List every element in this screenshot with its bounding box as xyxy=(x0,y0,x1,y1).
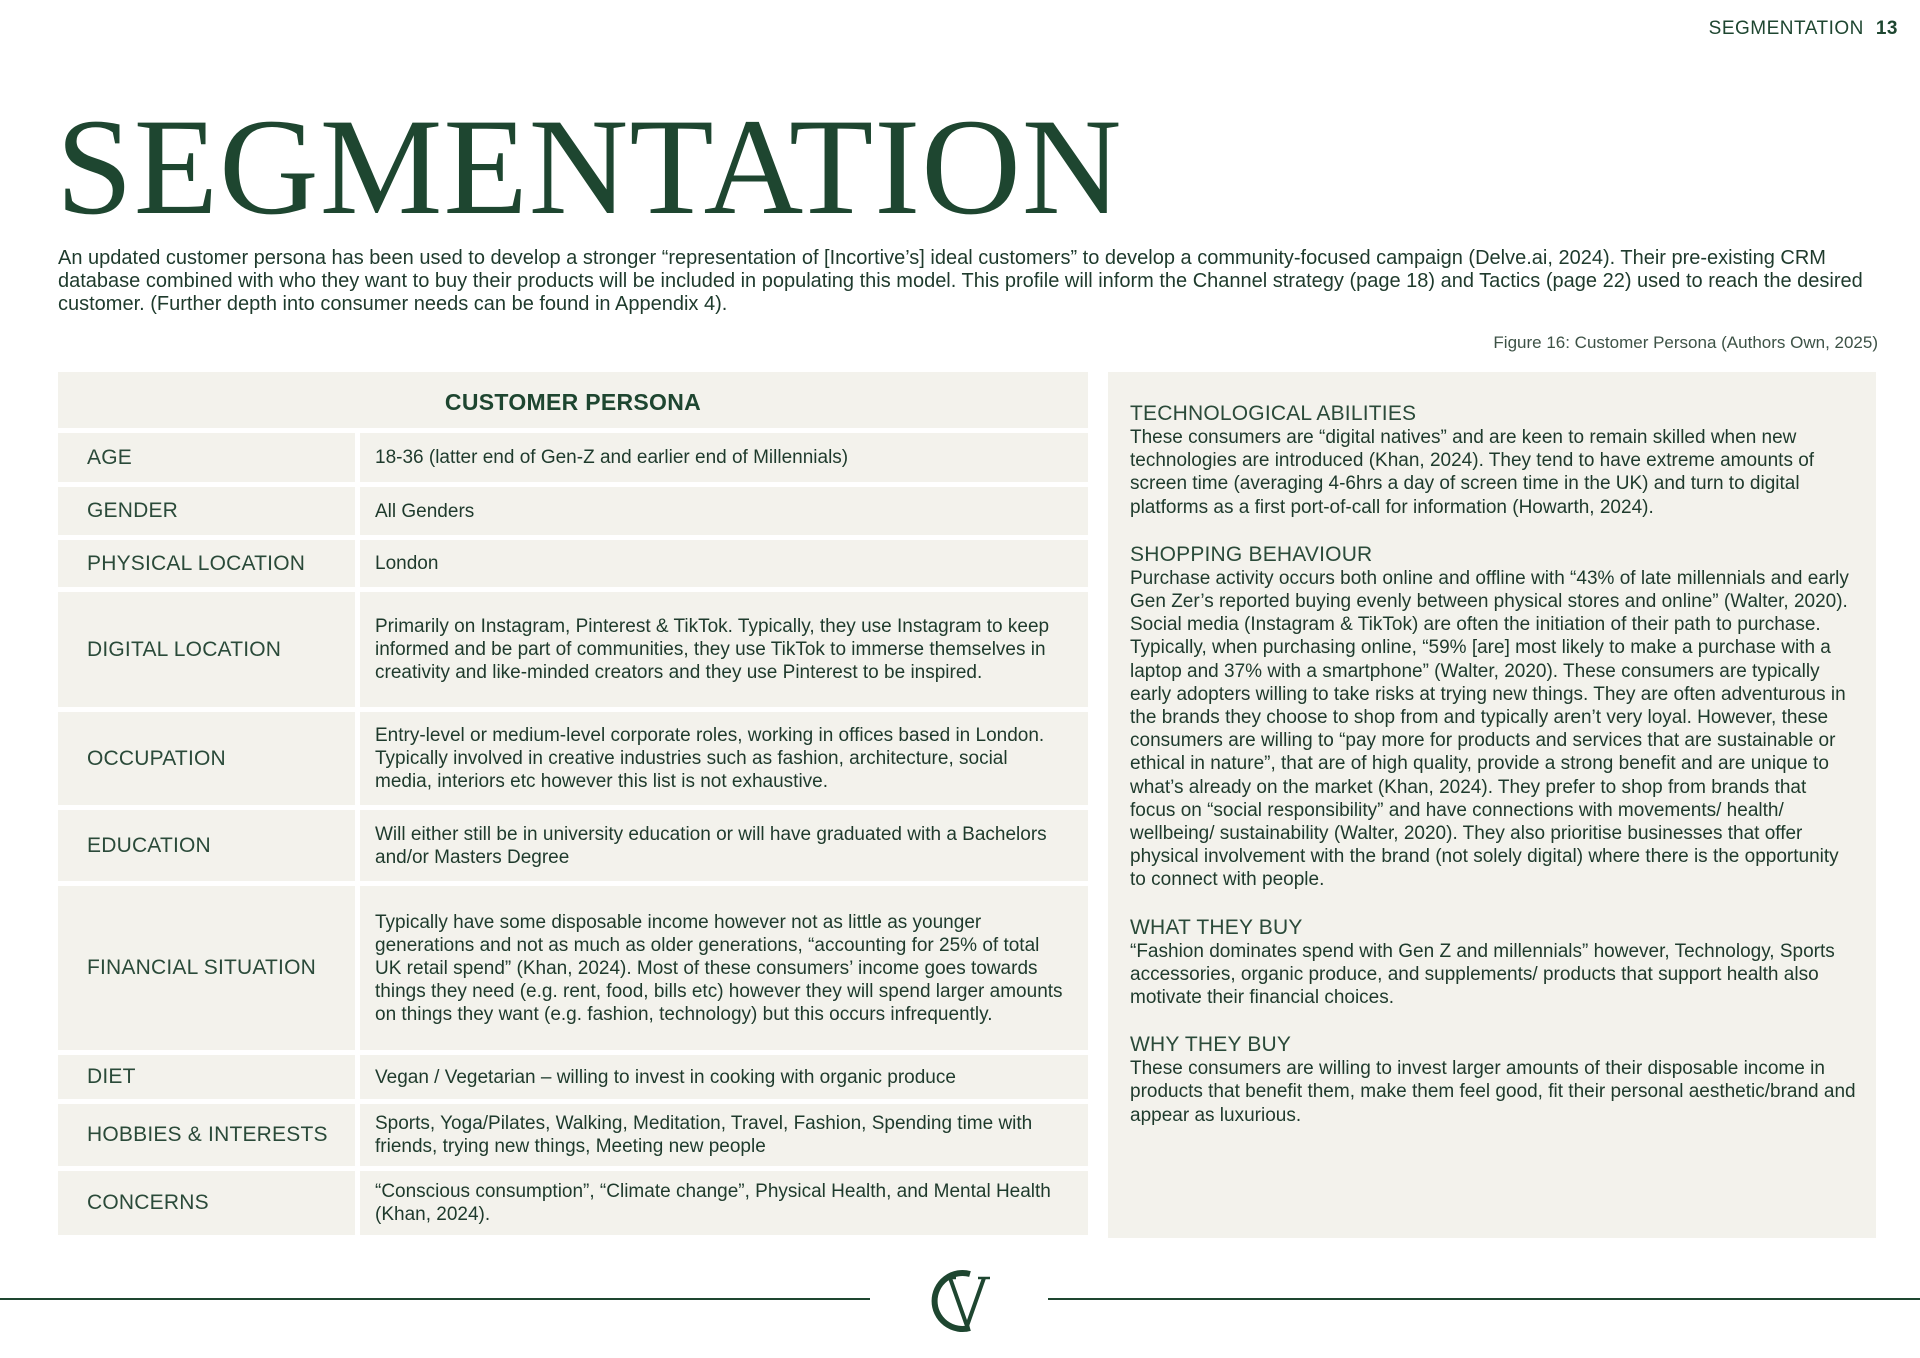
persona-row-label: DIGITAL LOCATION xyxy=(58,592,355,707)
running-header xyxy=(1709,18,1898,40)
persona-row-value: Will either still be in university education or will have graduated with a Bachelors and/or Masters Degree xyxy=(360,810,1088,881)
persona-row-physical-location xyxy=(58,540,1088,587)
section-shopping-behaviour xyxy=(1130,543,1856,892)
persona-row-label: DIET xyxy=(58,1055,355,1099)
persona-row-value: London xyxy=(360,540,1088,587)
persona-row-hobbies-interests xyxy=(58,1104,1088,1166)
persona-row-label: PHYSICAL LOCATION xyxy=(58,540,355,587)
persona-row-value: Primarily on Instagram, Pinterest & TikTok. Typically, they use Instagram to keep informed and be part of communities, they use TikTok to immerse themselves in creativity and like-minded creators and they use Pinterest to be inspired. xyxy=(360,592,1088,707)
running-header-section: SEGMENTATION xyxy=(1708,18,1864,39)
section-technological-abilities xyxy=(1130,402,1856,519)
persona-row-value: Typically have some disposable income however not as little as younger generations and not as much as older generations, “accounting for 25% of total UK retail spend” (Khan, 2024). Most of these consumers’ income goes towards things they need (e.g. rent, food, bills etc) however they will spend larger amounts on things they want (e.g. fashion, technology) but this occurs infrequently. xyxy=(360,886,1088,1050)
persona-row-financial-situation xyxy=(58,886,1088,1050)
page-number: 13 xyxy=(1875,18,1898,39)
persona-row-label: GENDER xyxy=(58,487,355,535)
persona-row-concerns xyxy=(58,1171,1088,1235)
section-heading: SHOPPING BEHAVIOUR xyxy=(1130,542,1373,566)
section-body: “Fashion dominates spend with Gen Z and millennials” however, Technology, Sports accessories, organic produce, and supplements/ products that support health also motivate their financial choices. xyxy=(1130,940,1835,1009)
section-what-they-buy xyxy=(1130,916,1856,1010)
persona-row-label: HOBBIES & INTERESTS xyxy=(58,1104,355,1166)
persona-details-panel xyxy=(1108,372,1876,1238)
intro-paragraph: An updated customer persona has been used to develop a stronger “representation of [Incortive’s] ideal customers” to develop a community-focused campaign (Delve.ai, 2024). Their pre-existing CRM database combined with who they want to buy their products will be included in populating this model. This profile will inform the Channel strategy (page 18) and Tactics (page 22) used to reach the desired customer. (Further depth into consumer needs can be found in Appendix 4). xyxy=(58,247,1863,315)
persona-row-occupation xyxy=(58,712,1088,805)
persona-row-education xyxy=(58,810,1088,881)
persona-row-value: Vegan / Vegetarian – willing to invest in cooking with organic produce xyxy=(360,1055,1088,1099)
persona-row-label: AGE xyxy=(58,433,355,482)
persona-row-value: All Genders xyxy=(360,487,1088,535)
page-title: SEGMENTATION xyxy=(56,90,1123,243)
section-body: Purchase activity occurs both online and offline with “43% of late millennials and early Gen Zer’s reported buying evenly between physical stores and online” (Walter, 2020). Social media (Instagram & TikTok) are often the initiation of their path to purchase. Typically, when purchasing online, “59% [are] most likely to make a purchase with a laptop and 37% with a smartphone” (Walter, 2020). These consumers are typically early adopters willing to take risks at trying new things. They are often adventurous in the brands they choose to shop from and typically aren’t very loyal. However, these consumers are willing to “pay more for products and services that are sustainable or ethical in nature”, that are of high quality, provide a strong benefit and are unique to what’s already on the market (Khan, 2024). They prefer to shop from brands that focus on “social responsibility” and have connections with movements/ health/ wellbeing/ sustainability (Walter, 2020). They also prioritise businesses that offer physical involvement with the brand (not solely digital) where there is the opportunity to connect with people. xyxy=(1130,567,1849,891)
persona-row-label: OCCUPATION xyxy=(58,712,355,805)
footer-divider-right xyxy=(1048,1298,1920,1300)
persona-row-label: EDUCATION xyxy=(58,810,355,881)
customer-persona-table xyxy=(58,372,1088,1240)
persona-row-label: FINANCIAL SITUATION xyxy=(58,886,355,1050)
persona-table-title: CUSTOMER PERSONA xyxy=(58,372,1088,428)
persona-row-value: “Conscious consumption”, “Climate change”, Physical Health, and Mental Health (Khan, 2024). xyxy=(360,1171,1088,1235)
figure-caption: Figure 16: Customer Persona (Authors Own, 2025) xyxy=(1493,333,1878,352)
persona-row-value: Sports, Yoga/Pilates, Walking, Meditation, Travel, Fashion, Spending time with friends, trying new things, Meeting new people xyxy=(360,1104,1088,1166)
section-body: These consumers are “digital natives” and are keen to remain skilled when new technologies are introduced (Khan, 2024). They tend to have extreme amounts of screen time (averaging 4-6hrs a day of screen time in the UK) and turn to digital platforms as a first port-of-call for information (Howarth, 2024). xyxy=(1130,427,1815,518)
section-why-they-buy xyxy=(1130,1033,1856,1127)
persona-row-value: Entry-level or medium-level corporate roles, working in offices based in London. Typically involved in creative industries such as fashion, architecture, social media, interiors etc however this list is not exhaustive. xyxy=(360,712,1088,805)
footer-divider-left xyxy=(0,1298,870,1300)
section-heading: WHAT THEY BUY xyxy=(1130,915,1303,939)
persona-row-value: 18-36 (latter end of Gen-Z and earlier end of Millennials) xyxy=(360,433,1088,482)
section-heading: TECHNOLOGICAL ABILITIES xyxy=(1130,402,1417,425)
persona-row-digital-location xyxy=(58,592,1088,707)
persona-row-age xyxy=(58,433,1088,482)
section-body: These consumers are willing to invest larger amounts of their disposable income in products that benefit them, make them feel good, fit their personal aesthetic/brand and appear as luxurious. xyxy=(1130,1058,1856,1126)
persona-row-diet xyxy=(58,1055,1088,1099)
persona-row-gender xyxy=(58,487,1088,535)
persona-row-label: CONCERNS xyxy=(58,1171,355,1235)
section-heading: WHY THEY BUY xyxy=(1130,1033,1292,1057)
cv-monogram-logo-icon xyxy=(920,1264,1000,1338)
